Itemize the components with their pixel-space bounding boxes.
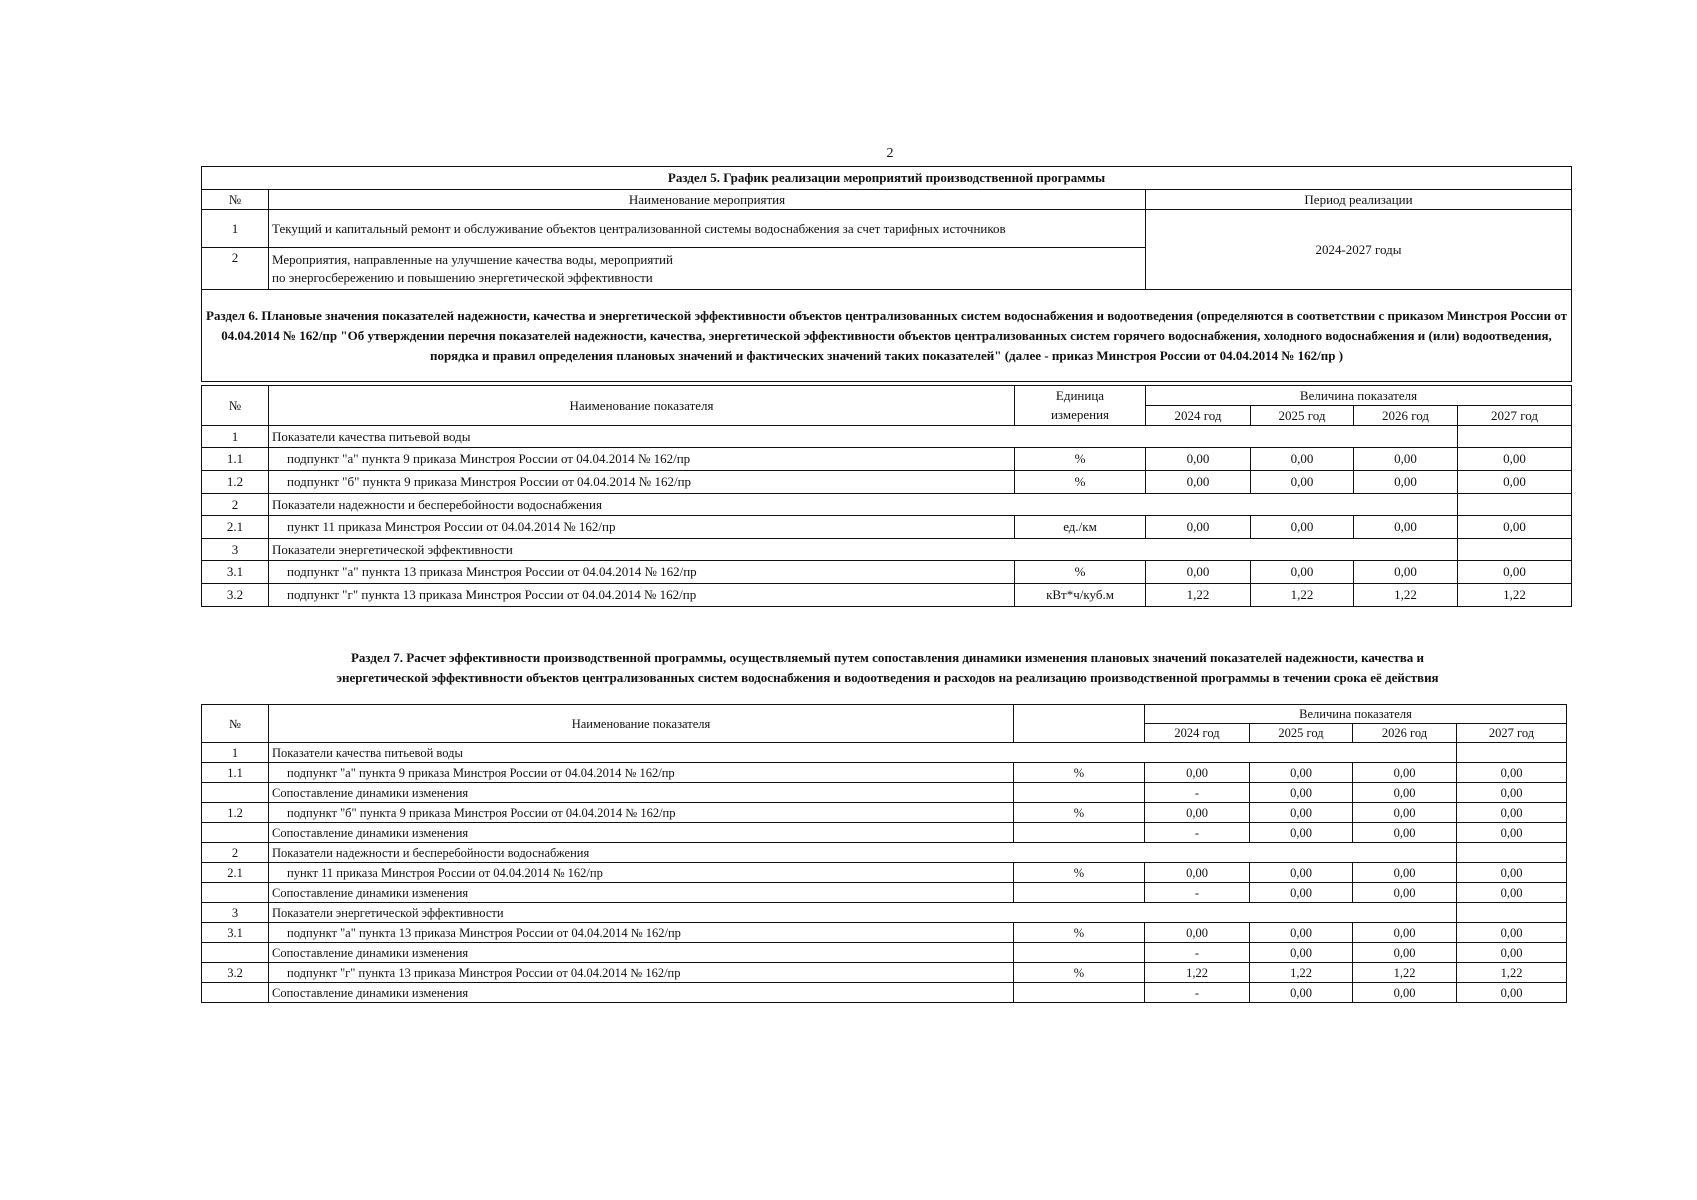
row-value: 0,00: [1250, 883, 1353, 903]
row-value: 0,00: [1250, 783, 1353, 803]
row-value: 0,00: [1353, 983, 1457, 1003]
row-value: 0,00: [1457, 883, 1567, 903]
row-value: 0,00: [1354, 516, 1458, 539]
row-value: 0,00: [1251, 448, 1354, 471]
row-num: 1.1: [202, 763, 269, 783]
row-name: подпункт "а" пункта 9 приказа Минстроя России от 04.04.2014 № 162/пр: [269, 448, 1015, 471]
row-value: 0,00: [1457, 783, 1567, 803]
row-num: 1.2: [202, 803, 269, 823]
section6-header-name: Наименование показателя: [269, 386, 1015, 426]
row-num: 2.1: [202, 863, 269, 883]
section6-header-year: 2024 год: [1146, 406, 1251, 426]
row-value: 0,00: [1146, 516, 1251, 539]
row-value: 1,22: [1145, 963, 1250, 983]
row-unit: %: [1014, 923, 1145, 943]
row-num: 1.1: [202, 448, 269, 471]
row-num: 2: [202, 494, 269, 516]
table-compare-row: [202, 823, 1567, 843]
row-value: 0,00: [1250, 763, 1353, 783]
row-value: 0,00: [1146, 561, 1251, 584]
row-value: 0,00: [1251, 561, 1354, 584]
table-group-row: [202, 539, 1572, 561]
row-num: [202, 823, 269, 843]
row-unit: [1014, 943, 1145, 963]
row-value: 1,22: [1250, 963, 1353, 983]
row-value: 0,00: [1353, 803, 1457, 823]
row-name: Сопоставление динамики изменения: [269, 943, 1014, 963]
row-name: подпункт "г" пункта 13 приказа Минстроя России от 04.04.2014 № 162/пр: [269, 584, 1015, 607]
section7-table: [201, 704, 1567, 1003]
table-row: [202, 448, 1572, 471]
row-unit: ед./км: [1015, 516, 1146, 539]
row-value: -: [1145, 783, 1250, 803]
row-value: 0,00: [1353, 823, 1457, 843]
section6-header-value: Величина показателя: [1146, 386, 1572, 406]
section5-row-name-line1: Мероприятия, направленные на улучшение качества воды, мероприятий: [272, 251, 673, 267]
row-value: 1,22: [1353, 963, 1457, 983]
row-group-name: Показатели качества питьевой воды: [269, 743, 1457, 763]
section5-row-name-line2: по энергосбережению и повышению энергетической эффективности: [272, 269, 653, 285]
row-unit: [1014, 783, 1145, 803]
row-value: 1,22: [1354, 584, 1458, 607]
row-value: 0,00: [1145, 923, 1250, 943]
table-compare-row: [202, 783, 1567, 803]
row-value: 0,00: [1457, 763, 1567, 783]
row-name: подпункт "а" пункта 9 приказа Минстроя России от 04.04.2014 № 162/пр: [269, 763, 1014, 783]
row-value: 0,00: [1458, 516, 1572, 539]
row-value: 0,00: [1457, 823, 1567, 843]
row-group-name: Показатели энергетической эффективности: [269, 903, 1457, 923]
row-value: 0,00: [1146, 448, 1251, 471]
row-value: 0,00: [1145, 863, 1250, 883]
row-value: -: [1145, 823, 1250, 843]
row-value: 0,00: [1354, 471, 1458, 494]
row-value: 0,00: [1458, 471, 1572, 494]
row-value: -: [1145, 983, 1250, 1003]
row-name: Сопоставление динамики изменения: [269, 823, 1014, 843]
table-group-row: [202, 426, 1572, 448]
row-unit: %: [1014, 863, 1145, 883]
row-empty-cell: [1458, 494, 1572, 516]
section5-title: Раздел 5. График реализации мероприятий производственной программы: [202, 167, 1572, 190]
table-row: [202, 923, 1567, 943]
row-name: Сопоставление динамики изменения: [269, 783, 1014, 803]
row-num: 2: [202, 843, 269, 863]
row-unit: %: [1014, 963, 1145, 983]
row-name: Сопоставление динамики изменения: [269, 883, 1014, 903]
row-group-name: Показатели качества питьевой воды: [269, 426, 1458, 448]
row-value: 0,00: [1250, 923, 1353, 943]
row-value: 0,00: [1251, 471, 1354, 494]
row-value: 0,00: [1145, 803, 1250, 823]
row-value: 0,00: [1145, 763, 1250, 783]
row-value: 0,00: [1353, 763, 1457, 783]
section5-row-name: [269, 248, 1146, 290]
row-value: 1,22: [1457, 963, 1567, 983]
row-value: 0,00: [1457, 983, 1567, 1003]
section6-title: Раздел 6. Плановые значения показателей надежности, качества и энергетической эффективности объектов централизованных систем водоснабжения и водоотведения (определяются в соответствии с приказом Минстроя России от 04.04.2014 № 162/пр "Об утверждении перечня показателей надежности, качества, энергетической эффективности объектов централизованных систем горячего водоснабжения, холодного водоснабжения и (или) водоотведения, порядка и правил определения плановых значений и фактических значений таких показателей" (далее - приказ Минстроя России от 04.04.2014 № 162/пр ): [202, 290, 1572, 382]
table-group-row: [202, 903, 1567, 923]
section7-body: [202, 743, 1567, 1003]
row-value: 0,00: [1457, 943, 1567, 963]
row-empty-cell: [1457, 843, 1567, 863]
row-name: пункт 11 приказа Минстроя России от 04.04.2014 № 162/пр: [269, 863, 1014, 883]
row-value: 0,00: [1353, 883, 1457, 903]
row-name: подпункт "а" пункта 13 приказа Минстроя России от 04.04.2014 № 162/пр: [269, 561, 1015, 584]
section6-header-num: №: [202, 386, 269, 426]
section5-period-value: 2024-2027 годы: [1146, 210, 1572, 290]
row-num: [202, 883, 269, 903]
row-value: 0,00: [1353, 783, 1457, 803]
row-unit: %: [1014, 803, 1145, 823]
row-value: 0,00: [1250, 823, 1353, 843]
row-num: 3.2: [202, 963, 269, 983]
row-value: -: [1145, 883, 1250, 903]
section5-row-num: 2: [202, 248, 269, 290]
row-num: [202, 983, 269, 1003]
section5-header-num: №: [202, 190, 269, 210]
row-name: Сопоставление динамики изменения: [269, 983, 1014, 1003]
row-num: 2.1: [202, 516, 269, 539]
section6-header-unit-line2: измерения: [1015, 406, 1146, 426]
row-group-name: Показатели надежности и бесперебойности водоснабжения: [269, 494, 1458, 516]
row-num: [202, 783, 269, 803]
row-num: 3.2: [202, 584, 269, 607]
row-name: подпункт "а" пункта 13 приказа Минстроя России от 04.04.2014 № 162/пр: [269, 923, 1014, 943]
row-unit: кВт*ч/куб.м: [1015, 584, 1146, 607]
section6-body: [202, 426, 1572, 607]
row-unit: %: [1015, 561, 1146, 584]
row-name: подпункт "г" пункта 13 приказа Минстроя России от 04.04.2014 № 162/пр: [269, 963, 1014, 983]
section7-header-year: 2026 год: [1353, 724, 1457, 743]
row-unit: %: [1014, 763, 1145, 783]
section7-title-line2: энергетической эффективности объектов централизованных систем водоснабжения и водоотведения и расходов на реализацию производственной программы в течении срока её действия: [336, 670, 1439, 685]
section5-row-name: Текущий и капитальный ремонт и обслуживание объектов централизованной системы водоснабжения за счет тарифных источников: [269, 210, 1146, 248]
row-num: 3.1: [202, 561, 269, 584]
row-value: 0,00: [1250, 983, 1353, 1003]
section7-header-value: Величина показателя: [1145, 705, 1567, 724]
section5-header-name: Наименование мероприятия: [269, 190, 1146, 210]
row-empty-cell: [1458, 539, 1572, 561]
row-value: 0,00: [1146, 471, 1251, 494]
row-name: подпункт "б" пункта 9 приказа Минстроя России от 04.04.2014 № 162/пр: [269, 471, 1015, 494]
table-group-row: [202, 743, 1567, 763]
row-num: [202, 943, 269, 963]
table-row: [202, 763, 1567, 783]
row-value: 0,00: [1250, 863, 1353, 883]
section6-table: [201, 385, 1572, 607]
row-value: 0,00: [1250, 943, 1353, 963]
section7-header-unit: [1014, 705, 1145, 743]
row-empty-cell: [1457, 903, 1567, 923]
row-unit: [1014, 883, 1145, 903]
table-compare-row: [202, 983, 1567, 1003]
table-group-row: [202, 494, 1572, 516]
row-unit: [1014, 983, 1145, 1003]
row-value: 0,00: [1353, 863, 1457, 883]
table-row: [202, 516, 1572, 539]
row-value: 0,00: [1354, 448, 1458, 471]
table-row: [202, 803, 1567, 823]
row-value: 0,00: [1250, 803, 1353, 823]
row-unit: [1014, 823, 1145, 843]
section6-header-year: 2025 год: [1251, 406, 1354, 426]
section6-header-year: 2027 год: [1458, 406, 1572, 426]
row-num: 1: [202, 426, 269, 448]
row-num: 1.2: [202, 471, 269, 494]
section6-header-year: 2026 год: [1354, 406, 1458, 426]
row-value: 0,00: [1354, 561, 1458, 584]
table-compare-row: [202, 883, 1567, 903]
row-empty-cell: [1457, 743, 1567, 763]
row-value: 1,22: [1146, 584, 1251, 607]
row-num: 1: [202, 743, 269, 763]
table-row: [202, 561, 1572, 584]
row-value: 0,00: [1457, 803, 1567, 823]
section7-title: [210, 648, 1565, 688]
row-empty-cell: [1458, 426, 1572, 448]
section7-title-line1: Раздел 7. Расчет эффективности производственной программы, осуществляемый путем сопоставления динамики изменения плановых значений показателей надежности, качества и: [350, 650, 1425, 665]
table-compare-row: [202, 943, 1567, 963]
row-value: 1,22: [1458, 584, 1572, 607]
row-group-name: Показатели энергетической эффективности: [269, 539, 1458, 561]
row-value: 0,00: [1457, 923, 1567, 943]
row-unit: %: [1015, 471, 1146, 494]
table-row: [202, 471, 1572, 494]
page-number: 2: [886, 146, 894, 161]
table-group-row: [202, 843, 1567, 863]
row-unit: %: [1015, 448, 1146, 471]
section7-header-year: 2025 год: [1250, 724, 1353, 743]
row-num: 3: [202, 903, 269, 923]
row-name: подпункт "б" пункта 9 приказа Минстроя России от 04.04.2014 № 162/пр: [269, 803, 1014, 823]
table-row: [202, 584, 1572, 607]
table-row: [202, 963, 1567, 983]
section7-header-year: 2024 год: [1145, 724, 1250, 743]
row-value: 1,22: [1251, 584, 1354, 607]
row-value: 0,00: [1251, 516, 1354, 539]
section6-header-unit: Единица: [1015, 386, 1146, 406]
row-num: 3.1: [202, 923, 269, 943]
section7-header-year: 2027 год: [1457, 724, 1567, 743]
table-row: [202, 863, 1567, 883]
row-group-name: Показатели надежности и бесперебойности водоснабжения: [269, 843, 1457, 863]
row-num: 3: [202, 539, 269, 561]
row-value: 0,00: [1458, 448, 1572, 471]
row-value: 0,00: [1353, 943, 1457, 963]
row-value: 0,00: [1458, 561, 1572, 584]
row-value: 0,00: [1457, 863, 1567, 883]
section5-header-period: Период реализации: [1146, 190, 1572, 210]
section7-header-name: Наименование показателя: [269, 705, 1014, 743]
section5-table: [201, 166, 1572, 382]
row-value: -: [1145, 943, 1250, 963]
section5-row-num: 1: [202, 210, 269, 248]
row-name: пункт 11 приказа Минстроя России от 04.04.2014 № 162/пр: [269, 516, 1015, 539]
row-value: 0,00: [1353, 923, 1457, 943]
section7-header-num: №: [202, 705, 269, 743]
